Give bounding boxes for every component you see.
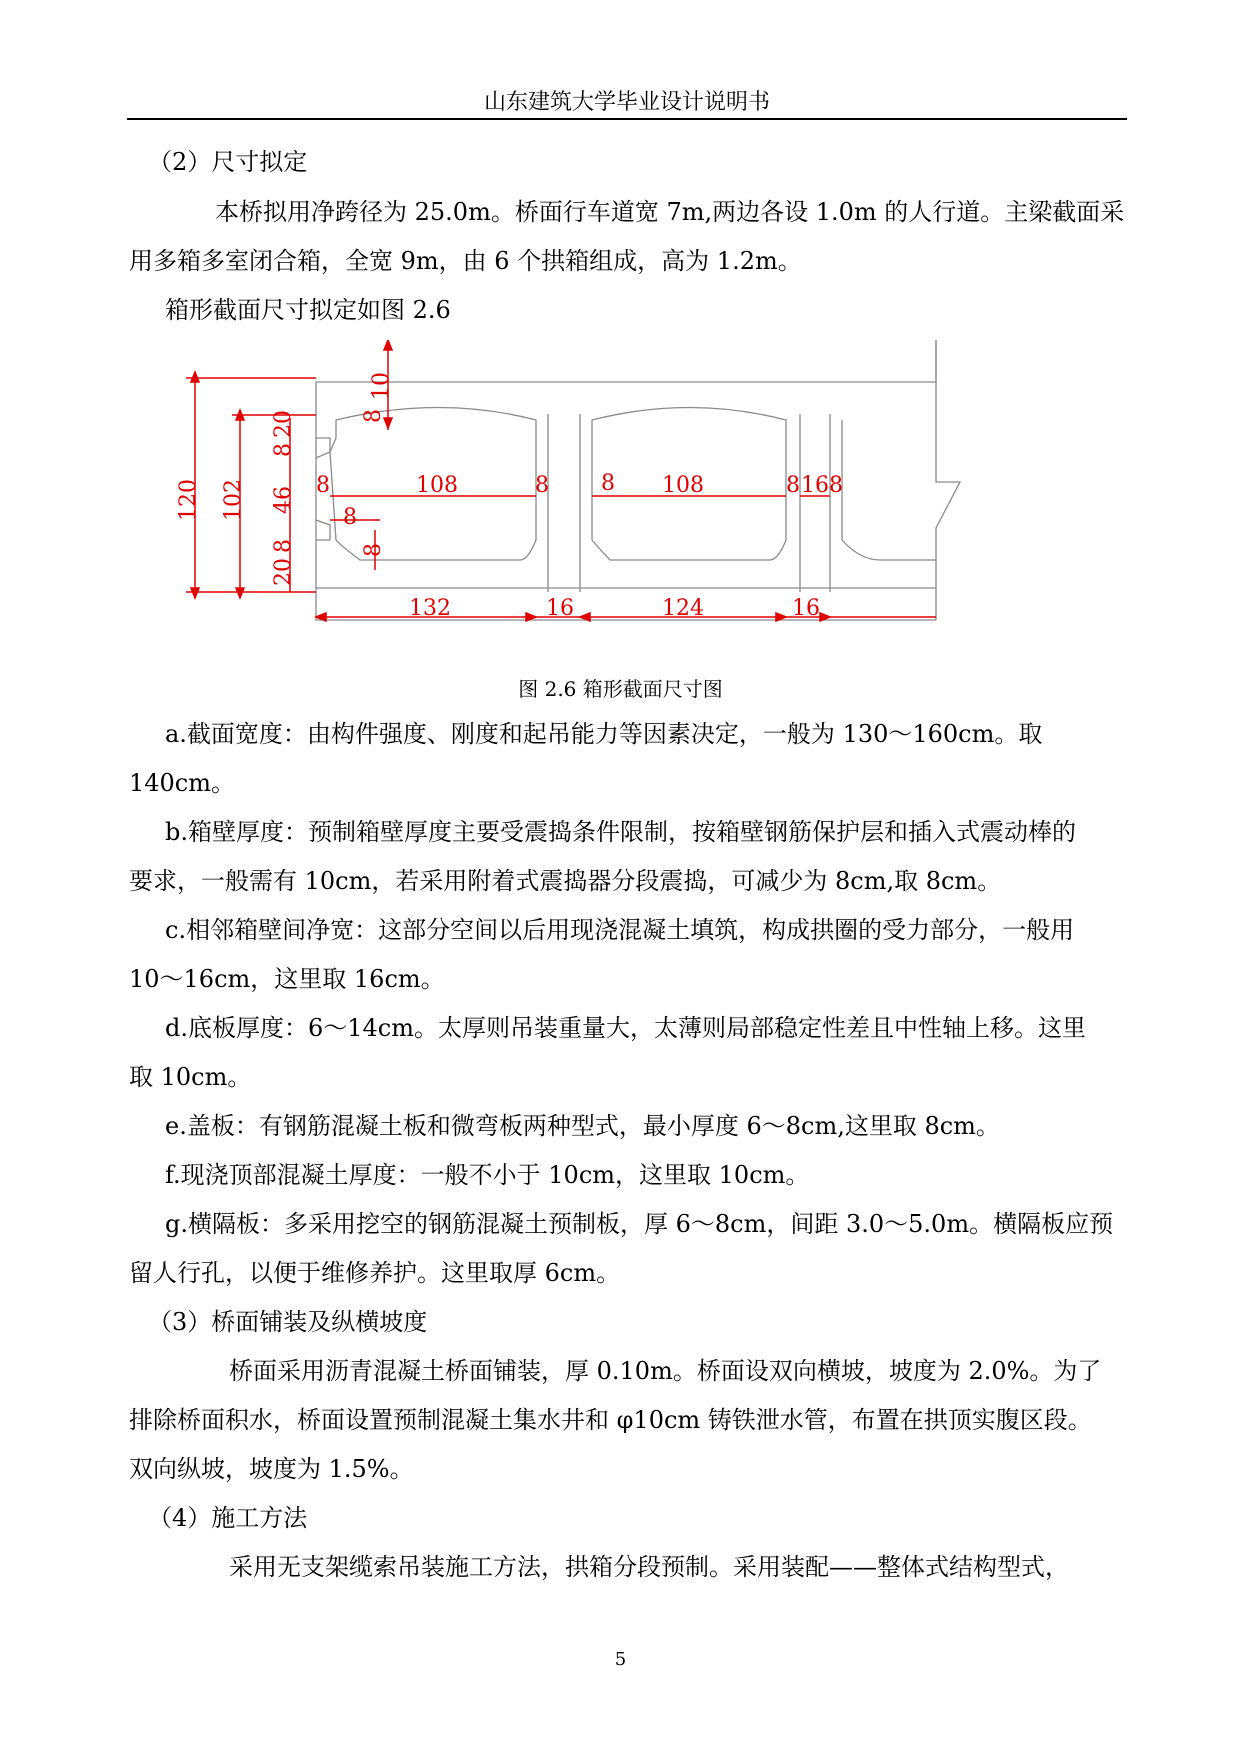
- dim-label-10: 10: [369, 372, 394, 400]
- dim-label-8-top: 8: [361, 409, 386, 423]
- paragraph-line: 桥面采用沥青混凝土桥面铺装，厚 0.10m。桥面设双向横坡，坡度为 2.0%。为了: [229, 1357, 1102, 1385]
- paragraph-line: 留人行孔，以便于维修养护。这里取厚 6cm。: [129, 1259, 621, 1287]
- section-heading-3: （3）桥面铺装及纵横坡度: [148, 1308, 428, 1336]
- dim-label-102: 102: [221, 479, 246, 521]
- paragraph-line: 采用无支架缆索吊装施工方法，拱箱分段预制。采用装配——整体式结构型式，: [229, 1553, 1069, 1581]
- paragraph-line: f.现浇顶部混凝土厚度：一般不小于 10cm，这里取 10cm。: [165, 1161, 810, 1189]
- dim-label-chamfer-8: 8: [343, 505, 357, 530]
- paragraph-line: 140cm。: [129, 769, 236, 797]
- section-outline: [316, 340, 960, 620]
- paragraph-line: a.截面宽度：由构件强度、刚度和起吊能力等因素决定，一般为 130～160cm。取: [165, 720, 1043, 748]
- section-heading-4: （4）施工方法: [148, 1504, 308, 1532]
- dim-label-8-a: 8: [271, 443, 296, 457]
- dim-label-gap-16: 16: [801, 473, 829, 498]
- paragraph-line: c.相邻箱壁间净宽：这部分空间以后用现浇混凝土填筑，构成拱圈的受力部分，一般用: [165, 916, 1075, 944]
- paragraph-line: e.盖板：有钢筋混凝土板和微弯板两种型式，最小厚度 6～8cm,这里取 8cm。: [165, 1112, 1000, 1140]
- dim-label-wall-8: 8: [535, 473, 549, 498]
- paragraph-line: 本桥拟用净跨径为 25.0m。桥面行车道宽 7m,两边各设 1.0m 的人行道。主梁截面采: [215, 198, 1125, 226]
- dim-label-wall-8: 8: [829, 473, 843, 498]
- box-section-figure: [0, 340, 1241, 640]
- dim-label-108-left: 108: [416, 473, 458, 498]
- dim-label-108-right: 108: [662, 473, 704, 498]
- dim-label-20-top: 20: [271, 410, 296, 438]
- section-heading-2: （2）尺寸拟定: [148, 148, 308, 176]
- dim-label-120: 120: [176, 479, 201, 521]
- dim-label-16-b: 16: [792, 596, 820, 621]
- dim-label-124: 124: [662, 596, 704, 621]
- paragraph-line: b.箱壁厚度：预制箱壁厚度主要受震捣条件限制，按箱壁钢筋保护层和插入式震动棒的: [165, 818, 1076, 846]
- paragraph-line: 排除桥面积水，桥面设置预制混凝土集水井和 φ10cm 铸铁泄水管，布置在拱顶实腹区段。: [129, 1406, 1092, 1434]
- dim-label-wall-8: 8: [316, 473, 330, 498]
- dim-label-16-a: 16: [546, 596, 574, 621]
- paragraph-line: g.横隔板：多采用挖空的钢筋混凝土预制板，厚 6～8cm，间距 3.0～5.0m。横隔板应预: [165, 1210, 1114, 1238]
- paragraph-line: 箱形截面尺寸拟定如图 2.6: [165, 296, 451, 324]
- dim-label-8-c: 8: [361, 543, 386, 557]
- dim-label-wall-8: 8: [786, 473, 800, 498]
- paragraph-line: 双向纵坡，坡度为 1.5%。: [129, 1455, 414, 1483]
- paragraph-line: d.底板厚度：6～14cm。太厚则吊装重量大，太薄则局部稳定性差且中性轴上移。这里: [165, 1014, 1086, 1042]
- dim-label-wall-8: 8: [601, 471, 615, 496]
- dim-label-8-b: 8: [271, 539, 296, 553]
- page-header: 山东建筑大学毕业设计说明书: [127, 88, 1127, 120]
- paragraph-line: 取 10cm。: [129, 1063, 252, 1091]
- paragraph-line: 用多箱多室闭合箱，全宽 9m，由 6 个拱箱组成，高为 1.2m。: [129, 247, 802, 275]
- page-number: 5: [614, 1649, 627, 1670]
- paragraph-line: 10～16cm，这里取 16cm。: [129, 965, 445, 993]
- figure-caption: 图 2.6 箱形截面尺寸图: [518, 677, 723, 701]
- dim-label-20-bottom: 20: [271, 558, 296, 586]
- paragraph-line: 要求，一般需有 10cm，若采用附着式震捣器分段震捣，可减少为 8cm,取 8cm。: [129, 867, 1002, 895]
- dim-label-46: 46: [271, 486, 296, 514]
- dim-label-132: 132: [409, 596, 451, 621]
